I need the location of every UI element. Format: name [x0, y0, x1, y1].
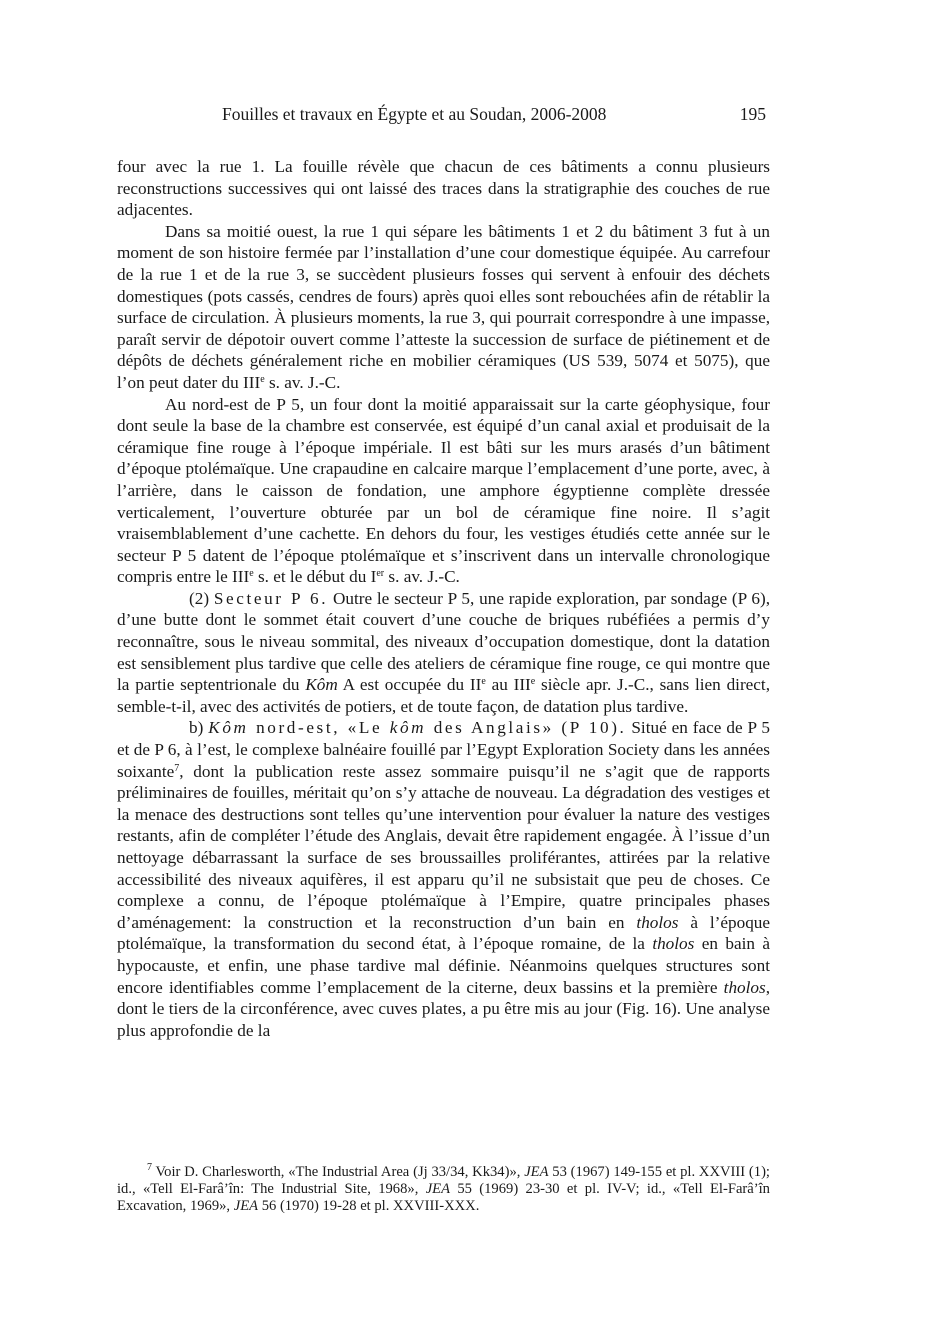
- superscript: e: [481, 676, 486, 688]
- footnote-number: 7: [147, 1162, 152, 1173]
- running-header: [117, 100, 770, 128]
- page-number: 195: [739, 104, 766, 124]
- paragraph-secteur-p6: (2) Secteur P 6. Outre le secteur P 5, une rapide exploration, par sondage (P 6), d’une butte dont le sommet était couvert d’une couche de briques rubéfiées a permis d’y reconnaître, sous le niveau sommital, des niveaux d’occupation domestique, dont la datation est sensiblement plus tardive que celle des ateliers de céramique fine rouge, ce qui montre que la partie septentrionale du Kôm A est occupée du IIe au IIIe siècle apr. J.-C., sans lien direct, semble-t-il, avec des activités de potiers, et de toute façon, de datation plus tardive.: [117, 588, 770, 716]
- section-heading-secteur-p6: Secteur P 6.: [213, 588, 329, 608]
- paragraph-kom-nord-est: b) Kôm nord-est, «Le kôm des Anglais» (P 10). Situé en face de P 5 et de P 6, à l’est, le complexe balnéaire fouillé par l’Egypt Exploration Society dans les années soixante$^7$, dont la publication reste assez sommaire puisqu’il ne s’agit que de rapports préliminaires de fouilles, méritait qu’on s’y attache de nouveau. La dégradation des vestiges et la menace des destructions sont telles qu’une intervention pour évaluer la nature des vestiges restants, afin de compléter l’étude des Anglais, devait être rapidement engagée. À l’issue d’un nettoyage débarrassant la surface de ses broussailles proliférantes, attirées par la relative accessibilité des niveaux aquifères, il est apparu qu’il ne subsistait que peu de choses. Ce complexe a connu, de l’époque ptolémaïque à l’Empire, quatre principales phases d’aménagement: la construction et la reconstruction d’un bain en tholos à l’époque ptolémaïque, la transformation du second état, à l’époque romaine, de la tholos en bain à hypocauste, et enfin, une phase tardive mal définie. Néanmoins quelques structures sont encore identifiables comme l’emplacement de la citerne, deux bassins et la première tholos, dont le tiers de la circonférence, avec cuves plates, a pu être mis au jour (Fig. 16). Une analyse plus approfondie de la: [117, 718, 771, 1040]
- superscript: e: [530, 676, 536, 688]
- superscript: er: [376, 568, 385, 580]
- journal-page: [117, 100, 771, 1215]
- superscript: e: [249, 568, 254, 580]
- running-title: Fouilles et travaux en Égypte et au Soudan, 2006-2008: [222, 104, 607, 124]
- paragraph-2: Dans sa moitié ouest, la rue 1 qui sépare les bâtiments 1 et 2 du bâtiment 3 fut à un moment de son histoire fermée par l’installation d’une cour domestique équipée. Au carrefour de la rue 1 et de la rue 3, se succèdent plusieurs fosses qui servent à enfouir des déchets domestiques (pots cassés, cendres de fours) après quoi elles sont rebouchées afin de rétablir la surface de circulation. À plusieurs moments, la rue 3, qui pourrait correspondre à une impasse, paraît servir de dépotoir ouvert comme l’atteste la succession de surface de piétinement et de dépôts de déchets généralement riche en mobilier céramiques (US 539, 5074 et 5075), que l’on peut dater du IIIe s. av. J.-C.: [117, 221, 770, 392]
- paragraph-1: four avec la rue 1. La fouille révèle que chacun de ces bâtiments a connu plusieurs reconstructions successives qui ont laissé des traces dans la stratigraphie des couches de rue adjacentes.: [117, 157, 770, 220]
- body-text: [117, 156, 770, 1041]
- footnote-reference: 7: [174, 762, 180, 774]
- superscript: e: [260, 373, 265, 385]
- footnote-7: $^7$ Voir D. Charlesworth, «The Industrial Area (Jj 33/34, Kk34)», JEA 53 (1967) 149-155 et pl. XXVIII (1); id., «Tell El-Farâ’în: The Industrial Site, 1968», JEA 55 (1969) 23-30 et pl. IV-V; id., «Tell El-Farâ’în Excavation, 1969», JEA 56 (1970) 19-28 et pl. XXVIII-XXX.: [117, 1162, 770, 1215]
- section-heading-kom-nord-est: Kôm nord-est, «Le kôm des Anglais» (P 10).: [208, 718, 627, 738]
- paragraph-3: Au nord-est de P 5, un four dont la moitié apparaissait sur la carte géophysique, four dont seule la base de la chambre est conservée, est équipé d’un canal axial et produisait de la céramique fine rouge à l’époque impériale. Il est bâti sur les murs arasés d’un bâtiment d’époque ptolémaïque. Une crapaudine en calcaire marque l’emplacement d’une porte, avec, à l’arrière, dans le caisson de fondation, une amphore égyptienne complète dressée verticalement, l’ouverture obturée par un bol de céramique fine noire. Il s’agit vraisemblablement d’une cachette. En dehors du four, les vestiges étudiés cette année sur le secteur P 5 datent de l’époque ptolémaïque et s’inscrivent dans un intervalle chronologique compris entre le IIIe s. et le début du Ier s. av. J.-C.: [117, 394, 770, 587]
